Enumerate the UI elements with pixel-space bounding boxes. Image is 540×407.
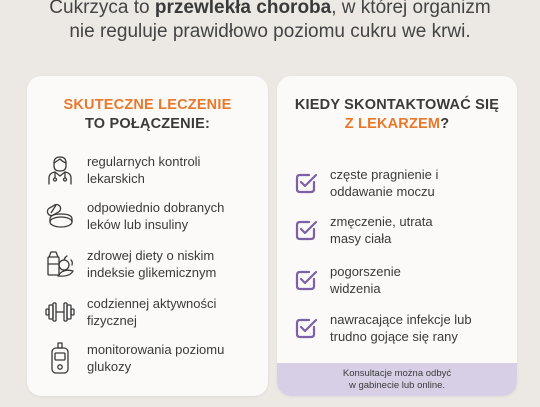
pills-icon [45, 198, 75, 234]
item-line-2: masy ciała [330, 230, 392, 246]
intro-line-1 [0, 0, 540, 20]
list-item-label [330, 214, 510, 247]
contact-heading-orange: Z LEKARZEM [344, 116, 441, 132]
list-item [27, 198, 268, 238]
item-line-1: zdrowej diety o niskim [87, 248, 215, 263]
item-line-2: glukozy [87, 358, 132, 374]
treatment-heading [27, 96, 268, 134]
glucometer-icon [45, 340, 75, 376]
doctor-icon [45, 152, 75, 188]
item-line-1: pogorszenie [330, 264, 401, 279]
list-item-label [87, 154, 257, 187]
list-item [27, 152, 268, 192]
treatment-heading-line-1: SKUTECZNE LECZENIE [63, 97, 232, 113]
item-line-1: nawracające infekcje lub [330, 312, 472, 327]
item-line-1: odpowiednio dobranych [87, 200, 225, 215]
consultation-note-line-1: Konsultacje można odbyć [342, 368, 452, 379]
contact-doctor-card [277, 76, 517, 396]
intro-line-2: nie reguluje prawidłowo poziomu cukru we krwi. [69, 21, 471, 42]
list-item-label [87, 248, 257, 281]
list-item [277, 212, 517, 252]
item-line-2: widzenia [330, 280, 381, 296]
checkbox-icon [293, 310, 319, 346]
item-line-1: częste pragnienie i [330, 167, 439, 182]
checkbox-icon [293, 262, 319, 298]
contact-heading-suffix: ? [440, 116, 450, 132]
list-item [27, 340, 268, 380]
item-line-2: trudno gojące się rany [330, 328, 458, 344]
item-line-1: regularnych kontroli [87, 154, 201, 169]
item-line-2: oddawanie moczu [330, 183, 435, 199]
consultation-note-line-2: w gabinecie lub online. [348, 380, 446, 391]
item-line-1: monitorowania poziomu [87, 342, 225, 357]
list-item-label [330, 167, 510, 200]
list-item [277, 262, 517, 302]
list-item-label [87, 342, 257, 375]
item-line-2: leków lub insuliny [87, 216, 189, 232]
checkbox-icon [293, 212, 319, 248]
consultation-note [277, 363, 517, 396]
healthy-food-icon [45, 246, 75, 282]
intro-bold: przewlekła choroba [154, 0, 332, 18]
item-line-1: codziennej aktywności [87, 296, 217, 311]
contact-heading-line-1: KIEDY SKONTAKTOWAĆ SIĘ [294, 97, 500, 113]
list-item-label [330, 264, 510, 297]
item-line-2: fizycznej [87, 312, 137, 328]
dumbbell-icon [45, 294, 75, 330]
list-item-label [330, 312, 510, 345]
item-line-2: lekarskich [87, 170, 145, 186]
list-item-label [87, 296, 257, 329]
item-line-1: zmęczenie, utrata [330, 214, 433, 229]
item-line-2: indeksie glikemicznym [87, 264, 217, 280]
list-item [277, 165, 517, 205]
intro-prefix: Cukrzyca to [49, 0, 155, 18]
contact-heading-line-2 [277, 115, 517, 134]
list-item-label [87, 200, 257, 233]
list-item [27, 294, 268, 334]
intro-suffix: , w której organizm [331, 0, 491, 18]
checkbox-icon [293, 165, 319, 201]
list-item [277, 310, 517, 350]
treatment-heading-line-2: TO POŁĄCZENIE: [85, 116, 210, 132]
list-item [27, 246, 268, 286]
contact-heading [277, 96, 517, 134]
intro-text [0, 0, 540, 44]
treatment-card [27, 76, 268, 396]
